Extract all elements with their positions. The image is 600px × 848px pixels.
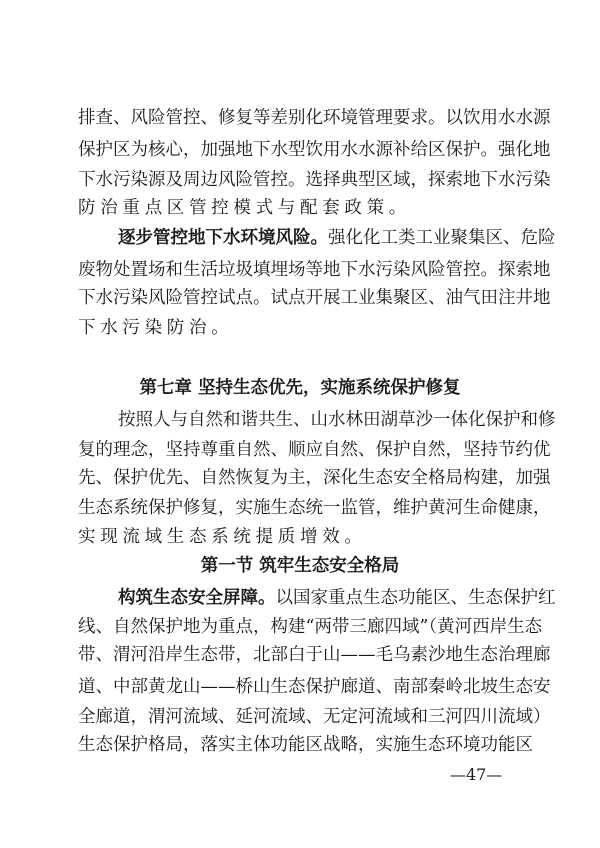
text-line: 全廊道，渭河流域、延河流域、无定河流域和三河四川流域） [78,707,551,727]
text-line: 保护区为核心，加强地下水型饮用水水源补给区保护。强化地 [78,140,551,160]
chapter-title: 第七章 坚持生态优先，实施系统保护修复 [139,378,461,398]
text-line: 按照人与自然和谐共生、山水林田湖草沙一体化保护和修 [118,410,556,430]
text-line: 防治重点区管控模式与配套政策。 [78,198,411,218]
text-line: 带、渭河沿岸生态带，北部白于山——毛乌素沙地生态治理廊 [78,645,551,665]
text-line: 废物处置场和生活垃圾填埋场等地下水污染风险管控。探索地 [78,260,551,280]
text-line: 先、保护优先、自然恢复为主，深化生态安全格局构建，加强 [78,468,551,488]
text-line: 复的理念，坚持尊重自然、顺应自然、保护自然，坚持节约优 [78,440,551,460]
text-line: 排查、风险管控、修复等差别化环境管理要求。以饮用水水源 [78,108,551,128]
text-line: 下水污染防治。 [78,318,234,338]
text-line [118,223,556,253]
text-line: 实现流域生态系统提质增效。 [78,527,367,547]
text-run: 以国家重点生态功能区、生态保护红 [275,588,556,608]
text-line: 生态保护格局，落实主体功能区战略，实施生态环境功能区 [78,735,533,755]
text-line: 下水污染风险管控试点。试点开展工业集聚区、油气田注井地 [78,288,551,308]
page-number: —47— [450,765,503,784]
text-run: 强化化工类工业聚集区、危险 [328,228,556,248]
text-line: 生态系统保护修复，实施生态统一监管，维护黄河生命健康， [78,498,551,518]
bold-lead: 构筑生态安全屏障。 [118,588,276,608]
section-title: 第一节 筑牢生态安全格局 [200,556,400,576]
bold-lead: 逐步管控地下水环境风险。 [118,228,328,248]
text-line: 线、自然保护地为重点，构建“两带三廊四域”（黄河西岸生态 [78,617,543,637]
text-line [118,583,556,613]
text-line: 下水污染源及周边风险管控。选择典型区域，探索地下水污染 [78,170,551,190]
text-line: 道、中部黄龙山——桥山生态保护廊道、南部秦岭北坡生态安 [78,677,551,697]
